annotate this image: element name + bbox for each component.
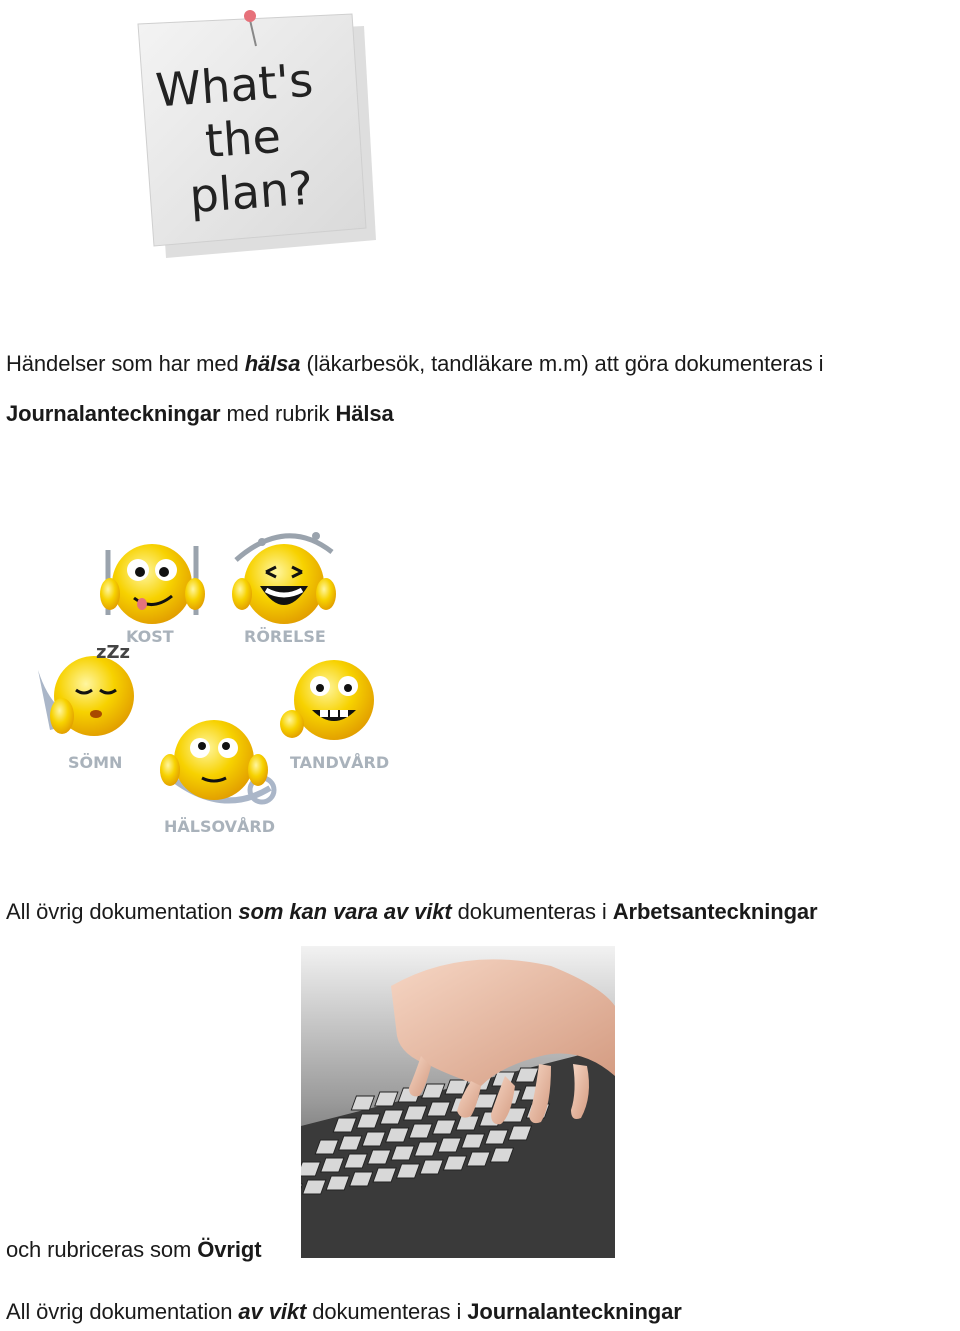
text: Händelser som har med: [6, 351, 245, 376]
note-line-1: What's: [153, 52, 315, 118]
tandvard-smiley-icon: [280, 660, 374, 740]
label-halsovard: HÄLSOVÅRD: [164, 817, 276, 836]
pin-icon: [244, 10, 256, 22]
emphasis-som-kan-vara-av-vikt: som kan vara av vikt: [238, 899, 452, 924]
health-emoticons-image: [30, 520, 400, 850]
strong-journalanteckningar-2: Journalanteckningar: [467, 1299, 682, 1324]
rorelse-smiley-icon: [232, 532, 336, 624]
somn-smiley-icon: [38, 642, 134, 736]
emphasis-av-vikt: av vikt: [238, 1299, 307, 1324]
keyboard-typing-photo: [301, 946, 615, 1258]
strong-journalanteckningar: Journalanteckningar: [6, 401, 221, 426]
text: All övrig dokumentation: [6, 899, 239, 924]
health-paragraph-line-1: [6, 350, 823, 378]
halsovard-smiley-icon: [160, 720, 274, 802]
whats-the-plan-note-image: [120, 0, 390, 270]
svg-text:zZz: zZz: [96, 642, 131, 663]
journal-notes-paragraph: [6, 1298, 682, 1326]
emphasis-halsa: hälsa: [244, 351, 301, 376]
label-somn: SÖMN: [68, 753, 123, 772]
other-heading-paragraph: [6, 1236, 261, 1264]
text: dokumenteras i: [306, 1299, 468, 1324]
text: och rubriceras som: [6, 1237, 198, 1262]
label-kost: KOST: [126, 627, 174, 646]
kost-smiley-icon: [100, 544, 205, 624]
text: (läkarbesök, tandläkare m.m) att göra dokumenteras i: [300, 351, 824, 376]
text: All övrig dokumentation: [6, 1299, 239, 1324]
strong-arbetsanteckningar: Arbetsanteckningar: [612, 899, 818, 924]
label-tandvard: TANDVÅRD: [290, 753, 390, 772]
note-line-2: the: [203, 108, 283, 169]
text: med rubrik: [220, 401, 336, 426]
strong-ovrigt: Övrigt: [197, 1237, 262, 1262]
work-notes-paragraph: [6, 898, 818, 926]
note-line-3: plan?: [187, 160, 315, 224]
label-rorelse: RÖRELSE: [244, 627, 326, 646]
health-paragraph-line-2: [6, 400, 394, 428]
text: dokumenteras i: [451, 899, 613, 924]
strong-halsa: Hälsa: [335, 401, 394, 426]
